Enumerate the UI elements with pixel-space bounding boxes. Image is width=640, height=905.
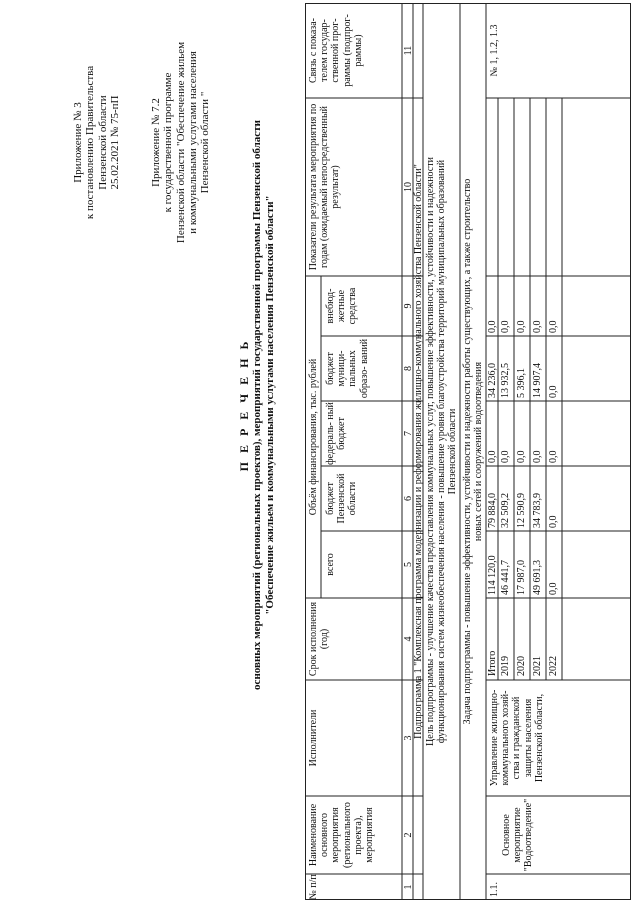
goal-line: Цель подпрограммы - улучшение качества предоставления коммунальных услуг, повышение эффективности, устойчивости и надежности bbox=[425, 157, 436, 746]
row-event-name: Основное мероприятие "Водоотведение" bbox=[501, 798, 535, 872]
title-line: "Обеспечение жильем и коммунальными услугами населения Пензенской области" bbox=[263, 195, 276, 615]
appendix-line: к государственной программе bbox=[162, 72, 175, 213]
task-line: Задача подпрограммы - повышение эффективности, устойчивости и надежности работы существующих, а также строительство bbox=[462, 178, 473, 725]
header-regional: бюджет Пензенской области bbox=[325, 473, 359, 524]
extra-cell: 0,0 bbox=[500, 320, 511, 333]
year-cell: 2021 bbox=[532, 656, 543, 676]
municipal-cell: 14 907,4 bbox=[532, 363, 543, 398]
extra-cell: 0,0 bbox=[532, 320, 543, 333]
goal-line: функционирования систем жизнеобеспечения населения - повышение уровня благоустройства территорий муниципальных образований bbox=[436, 159, 447, 744]
events-table bbox=[305, 3, 631, 900]
regional-cell: 0,0 bbox=[548, 515, 559, 528]
header-municipal: бюджет муници- пальных образо- ваний bbox=[325, 338, 370, 399]
header-federal: федераль- ный бюджет bbox=[325, 402, 348, 465]
municipal-cell: 5 396,1 bbox=[516, 368, 527, 398]
approval-line: к постановлению Правительства bbox=[84, 65, 97, 220]
header-name: Наименование основного мероприятия (регионального проекта), мероприятия bbox=[308, 802, 375, 868]
row-number: 1.1. bbox=[489, 882, 500, 897]
appendix-line: Пензенской области " bbox=[199, 91, 212, 194]
col-number: 5 bbox=[403, 562, 414, 567]
header-link: Связь с показа- телем государ- ственной прог- раммы (подпрог- раммы) bbox=[308, 14, 364, 87]
header-num: № п/п bbox=[308, 874, 319, 900]
federal-cell: 0,0 bbox=[500, 450, 511, 463]
total-cell: 49 691,3 bbox=[532, 560, 543, 595]
approval-line: Пензенской области bbox=[96, 95, 109, 190]
header-executors: Исполнители bbox=[308, 709, 319, 767]
document-title bbox=[238, 55, 276, 755]
appendix-line: Пензенской области "Обеспечение жильем bbox=[174, 41, 187, 244]
col-number: 2 bbox=[403, 832, 414, 838]
federal-cell: 0,0 bbox=[487, 450, 498, 463]
col-number: 1 bbox=[403, 884, 414, 890]
appendix-line: Приложение № 7.2 bbox=[150, 98, 162, 187]
total-cell: 114 120,0 bbox=[487, 555, 498, 595]
year-cell: 2019 bbox=[500, 656, 511, 676]
approval-block bbox=[72, 20, 121, 265]
municipal-cell: 0,0 bbox=[548, 385, 559, 398]
appendix-line: и коммунальными услугами населения bbox=[186, 51, 199, 234]
year-cell: 2022 bbox=[548, 656, 559, 676]
total-cell: 46 441,7 bbox=[500, 560, 511, 595]
row-executor: Управление жилищно-коммунального хозяй-ства и гражданской защиты населения Пензенской области, bbox=[489, 689, 545, 787]
title-line: основных мероприятий (региональных проектов), мероприятий государственной программы Пензенской области bbox=[251, 120, 264, 690]
col-number: 10 bbox=[403, 182, 414, 192]
extra-cell: 0,0 bbox=[516, 320, 527, 333]
regional-cell: 34 783,9 bbox=[532, 493, 543, 528]
federal-cell: 0,0 bbox=[548, 450, 559, 463]
approval-line: Приложение № 3 bbox=[72, 102, 84, 183]
municipal-cell: 34 236,0 bbox=[487, 363, 498, 398]
year-cell: Итого bbox=[487, 650, 498, 676]
col-number: 9 bbox=[403, 303, 414, 309]
year-cell: 2020 bbox=[516, 656, 527, 676]
municipal-cell: 13 932,5 bbox=[500, 363, 511, 398]
regional-cell: 12 590,9 bbox=[516, 493, 527, 528]
header-term: Срок исполнения (год) bbox=[308, 601, 331, 677]
total-cell: 17 987,0 bbox=[516, 560, 527, 595]
extra-cell: 0,0 bbox=[548, 320, 559, 333]
appendix-block bbox=[150, 20, 212, 265]
goal-line: Пензенской области bbox=[447, 408, 458, 495]
approval-line: 25.02.2021 № 75-пП bbox=[108, 95, 121, 190]
federal-cell: 0,0 bbox=[532, 450, 543, 463]
total-cell: 0,0 bbox=[548, 582, 559, 595]
header-extrabudget: внебюд- жетные средства bbox=[325, 287, 359, 325]
col-number: 6 bbox=[403, 496, 414, 501]
task-line: новых сетей и сооружений водоотведения bbox=[473, 361, 484, 542]
row-link: № 1, 1.2, 1.3 bbox=[489, 24, 500, 77]
col-number: 7 bbox=[403, 431, 414, 436]
col-number: 3 bbox=[403, 735, 414, 741]
col-number: 4 bbox=[403, 636, 414, 642]
header-total: всего bbox=[325, 553, 336, 576]
regional-cell: 32 509,2 bbox=[500, 493, 511, 528]
header-volume: Объём финансирования, тыс. рублей bbox=[308, 358, 319, 516]
subprogram-title: Подпрограмма 1 "Комплексная программа модернизации и реформирования жилищно-коммунального хозяйства Пензенской области" bbox=[413, 164, 424, 739]
col-number: 8 bbox=[403, 366, 414, 371]
regional-cell: 79 884,0 bbox=[487, 493, 498, 528]
col-number: 11 bbox=[403, 45, 414, 56]
header-indicators: Показатели результата мероприятия по годам (ожидаемый непосредственный результат) bbox=[308, 103, 342, 271]
federal-cell: 0,0 bbox=[516, 450, 527, 463]
extra-cell: 0,0 bbox=[487, 320, 498, 333]
title-heading: П Е Р Е Ч Е Н Ь bbox=[237, 338, 251, 472]
